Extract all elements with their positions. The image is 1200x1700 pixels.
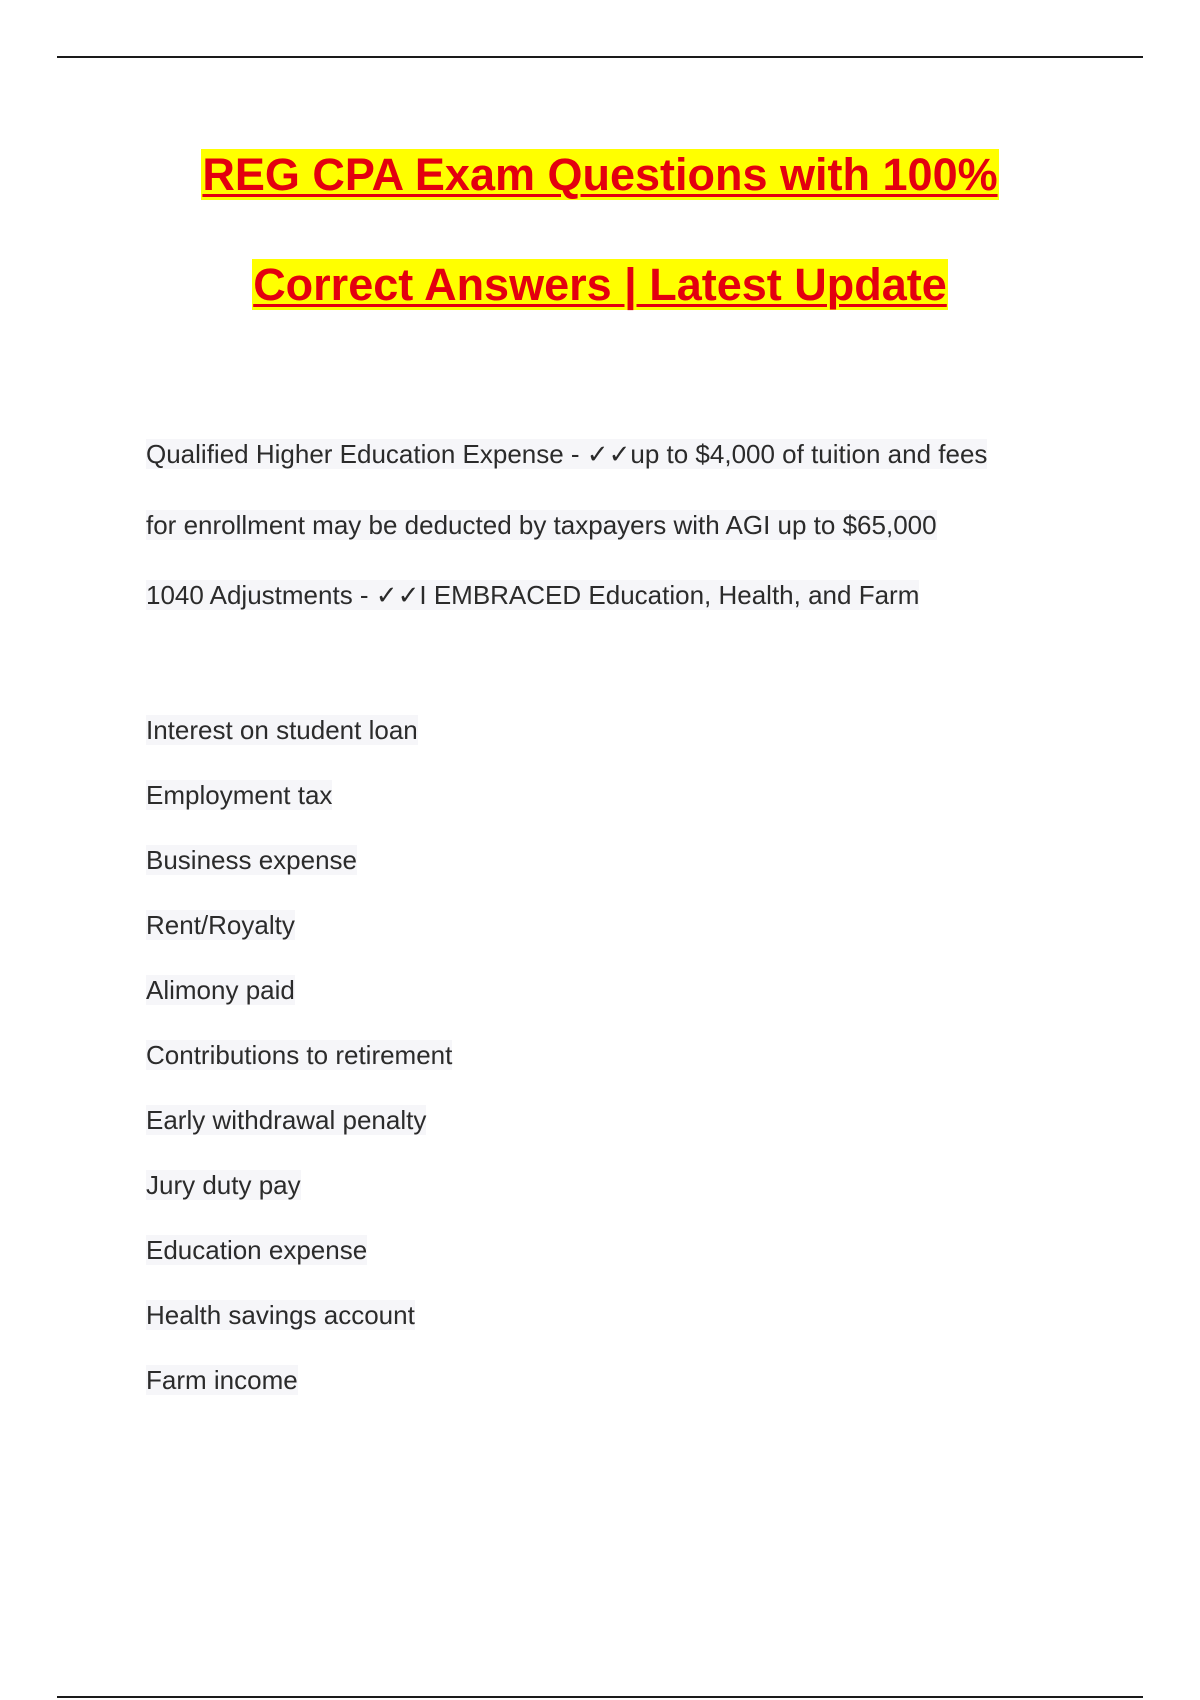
list-item: Early withdrawal penalty [146,1105,427,1135]
document-title-line-1 [0,148,1200,202]
list-item: Health savings account [146,1300,415,1330]
list-item: Alimony paid [146,975,295,1005]
footer-rule [57,1696,1143,1698]
entry-1-line-1 [146,437,987,471]
document-title-line-2 [0,258,1200,312]
list-item: Interest on student loan [146,715,418,745]
title-text-2: Correct Answers | Latest Update [253,259,947,310]
entry-text: Qualified Higher Education Expense - ✓✓up to $4,000 of tuition and fees [146,439,988,469]
title-text-1: REG CPA Exam Questions with 100% [202,149,998,200]
list-item: Employment tax [146,780,333,810]
adjustments-list [146,713,452,1428]
list-item: Farm income [146,1365,298,1395]
list-item: Rent/Royalty [146,910,295,940]
entry-text: for enrollment may be deducted by taxpayers with AGI up to $65,000 [146,510,937,540]
entry-1-line-2 [146,508,937,542]
entry-text: 1040 Adjustments - ✓✓I EMBRACED Education, Health, and Farm [146,580,920,610]
list-item: Education expense [146,1235,368,1265]
list-item: Jury duty pay [146,1170,301,1200]
header-rule [57,56,1143,58]
list-item: Business expense [146,845,358,875]
list-item: Contributions to retirement [146,1040,453,1070]
entry-2-line-1 [146,578,919,612]
